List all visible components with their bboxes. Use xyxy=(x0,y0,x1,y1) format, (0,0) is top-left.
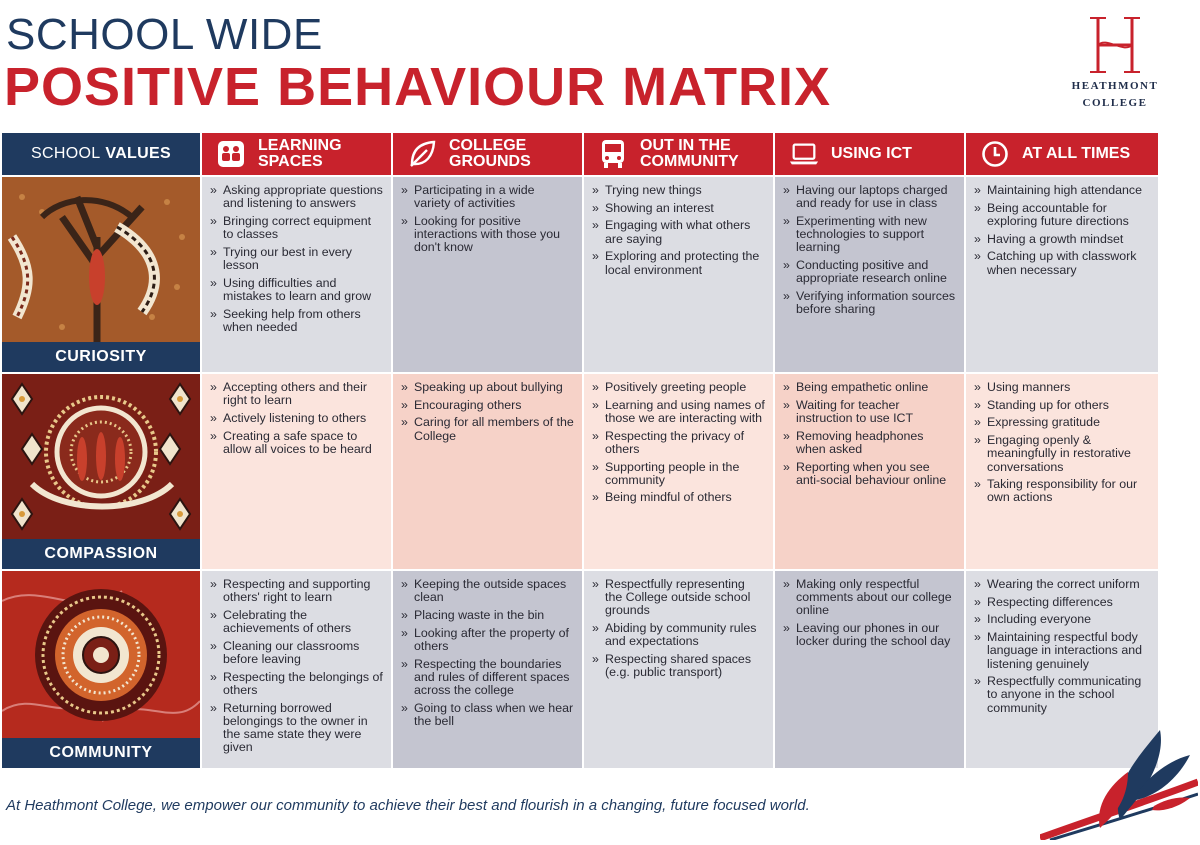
list-item: » Respecting and supporting others' right to learn xyxy=(208,578,383,604)
cell-compassion-out-in-the-community xyxy=(584,374,773,569)
flourish-icon xyxy=(1040,700,1198,840)
list-item: » Experimenting with new technologies to support learning xyxy=(781,215,956,255)
footer-tagline: At Heathmont College, we empower our community to achieve their best and flourish in a changing, future focused world. xyxy=(6,797,810,814)
list-item: » Actively listening to others xyxy=(208,412,383,425)
column-label-line1: OUT IN THE xyxy=(640,137,731,154)
clock-icon xyxy=(980,139,1010,169)
list-item: » Bringing correct equipment to classes xyxy=(208,215,383,241)
cell-curiosity-using-ict xyxy=(775,177,964,372)
page-title-line1: SCHOOL WIDE xyxy=(6,10,323,59)
list-item: » Reporting when you see anti-social behaviour online xyxy=(781,461,956,487)
list-item: » Being accountable for exploring future directions xyxy=(972,202,1150,228)
cell-curiosity-college-grounds xyxy=(393,177,582,372)
list-item: » Looking after the property of others xyxy=(399,627,574,653)
list-item: » Supporting people in the community xyxy=(590,461,765,487)
cell-community-out-in-the-community xyxy=(584,571,773,768)
column-label-line1: USING ICT xyxy=(831,145,912,162)
list-item: » Respecting differences xyxy=(972,596,1150,609)
column-label-line2: COMMUNITY xyxy=(640,153,739,170)
people-icon xyxy=(216,139,246,169)
leaf-icon xyxy=(407,139,437,169)
list-item: » Accepting others and their right to learn xyxy=(208,381,383,407)
list-item: » Taking responsibility for our own actions xyxy=(972,478,1150,504)
list-item: » Creating a safe space to allow all voices to be heard xyxy=(208,430,383,456)
list-item: » Having a growth mindset xyxy=(972,233,1150,246)
value-name: COMPASSION xyxy=(2,539,200,569)
list-item: » Cleaning our classrooms before leaving xyxy=(208,640,383,666)
list-item: » Going to class when we hear the bell xyxy=(399,702,574,728)
compassion-artwork xyxy=(2,374,200,539)
list-item: » Showing an interest xyxy=(590,202,765,215)
list-item: » Placing waste in the bin xyxy=(399,609,574,622)
list-item: » Keeping the outside spaces clean xyxy=(399,578,574,604)
cell-compassion-learning-spaces xyxy=(202,374,391,569)
list-item: » Using manners xyxy=(972,381,1150,394)
list-item: » Returning borrowed belongings to the owner in the same state they were given xyxy=(208,702,383,755)
list-item: » Leaving our phones in our locker during the school day xyxy=(781,622,956,648)
cell-compassion-at-all-times xyxy=(966,374,1158,569)
column-header-learning-spaces xyxy=(202,133,391,175)
list-item: » Trying new things xyxy=(590,184,765,197)
value-cell-compassion xyxy=(2,374,200,569)
cell-community-learning-spaces xyxy=(202,571,391,768)
logo-name-line2: COLLEGE xyxy=(1082,97,1148,109)
column-label-line2: SPACES xyxy=(258,153,323,170)
value-cell-community xyxy=(2,571,200,768)
list-item: » Seeking help from others when needed xyxy=(208,308,383,334)
cell-compassion-using-ict xyxy=(775,374,964,569)
list-item: » Conducting positive and appropriate research online xyxy=(781,259,956,285)
list-item: » Expressing gratitude xyxy=(972,416,1150,429)
list-item: » Asking appropriate questions and listening to answers xyxy=(208,184,383,210)
list-item: » Wearing the correct uniform xyxy=(972,578,1150,591)
h-crest-icon xyxy=(1080,14,1150,76)
list-item: » Respectfully representing the College outside school grounds xyxy=(590,578,765,618)
column-header-using-ict xyxy=(775,133,964,175)
column-label-line1: LEARNING xyxy=(258,137,342,154)
list-item: » Celebrating the achievements of others xyxy=(208,609,383,635)
list-item: » Maintaining respectful body language in interactions and listening genuinely xyxy=(972,631,1150,671)
cell-compassion-college-grounds xyxy=(393,374,582,569)
list-item: » Participating in a wide variety of activities xyxy=(399,184,574,210)
list-item: » Maintaining high attendance xyxy=(972,184,1150,197)
list-item: » Abiding by community rules and expectations xyxy=(590,622,765,648)
list-item: » Including everyone xyxy=(972,613,1150,626)
column-header-out-in-the-community xyxy=(584,133,773,175)
list-item: » Engaging with what others are saying xyxy=(590,219,765,245)
list-item: » Respecting the privacy of others xyxy=(590,430,765,456)
list-item: » Looking for positive interactions with those you don't know xyxy=(399,215,574,255)
column-label-line2: GROUNDS xyxy=(449,153,531,170)
cell-curiosity-at-all-times xyxy=(966,177,1158,372)
list-item: » Verifying information sources before sharing xyxy=(781,290,956,316)
column-label-line1: COLLEGE xyxy=(449,137,527,154)
list-item: » Waiting for teacher instruction to use ICT xyxy=(781,399,956,425)
list-item: » Respecting shared spaces (e.g. public transport) xyxy=(590,653,765,679)
column-header-at-all-times xyxy=(966,133,1158,175)
list-item: » Making only respectful comments about our college online xyxy=(781,578,956,618)
column-header-college-grounds xyxy=(393,133,582,175)
cell-curiosity-out-in-the-community xyxy=(584,177,773,372)
logo-name-line1: HEATHMONT xyxy=(1071,80,1159,92)
list-item: » Trying our best in every lesson xyxy=(208,246,383,272)
college-logo xyxy=(1055,14,1175,110)
list-item: » Catching up with classwork when necessary xyxy=(972,250,1150,276)
curiosity-artwork xyxy=(2,177,200,342)
list-item: » Removing headphones when asked xyxy=(781,430,956,456)
value-name: CURIOSITY xyxy=(2,342,200,372)
list-item: » Standing up for others xyxy=(972,399,1150,412)
list-item: » Exploring and protecting the local environment xyxy=(590,250,765,276)
list-item: » Positively greeting people xyxy=(590,381,765,394)
value-name: COMMUNITY xyxy=(2,738,200,768)
list-item: » Respecting the belongings of others xyxy=(208,671,383,697)
list-item: » Respectfully communicating to anyone in the school community xyxy=(972,675,1150,715)
list-item: » Engaging openly & meaningfully in restorative conversations xyxy=(972,434,1150,474)
value-cell-curiosity xyxy=(2,177,200,372)
list-item: » Caring for all members of the College xyxy=(399,416,574,442)
bus-icon xyxy=(598,139,628,169)
school-values-header-pre: SCHOOL xyxy=(31,145,101,162)
cell-community-college-grounds xyxy=(393,571,582,768)
list-item: » Encouraging others xyxy=(399,399,574,412)
list-item: » Speaking up about bullying xyxy=(399,381,574,394)
page-title-line2: POSITIVE BEHAVIOUR MATRIX xyxy=(4,57,832,117)
school-values-header xyxy=(2,133,200,175)
list-item: » Being empathetic online xyxy=(781,381,956,394)
laptop-icon xyxy=(789,139,819,169)
cell-community-using-ict xyxy=(775,571,964,768)
list-item: » Learning and using names of those we are interacting with xyxy=(590,399,765,425)
community-artwork xyxy=(2,571,200,738)
list-item: » Using difficulties and mistakes to learn and grow xyxy=(208,277,383,303)
list-item: » Being mindful of others xyxy=(590,491,765,504)
list-item: » Respecting the boundaries and rules of different spaces across the college xyxy=(399,658,574,698)
cell-curiosity-learning-spaces xyxy=(202,177,391,372)
column-label-line1: AT ALL TIMES xyxy=(1022,145,1131,162)
list-item: » Having our laptops charged and ready for use in class xyxy=(781,184,956,210)
school-values-header-bold: VALUES xyxy=(105,145,171,162)
